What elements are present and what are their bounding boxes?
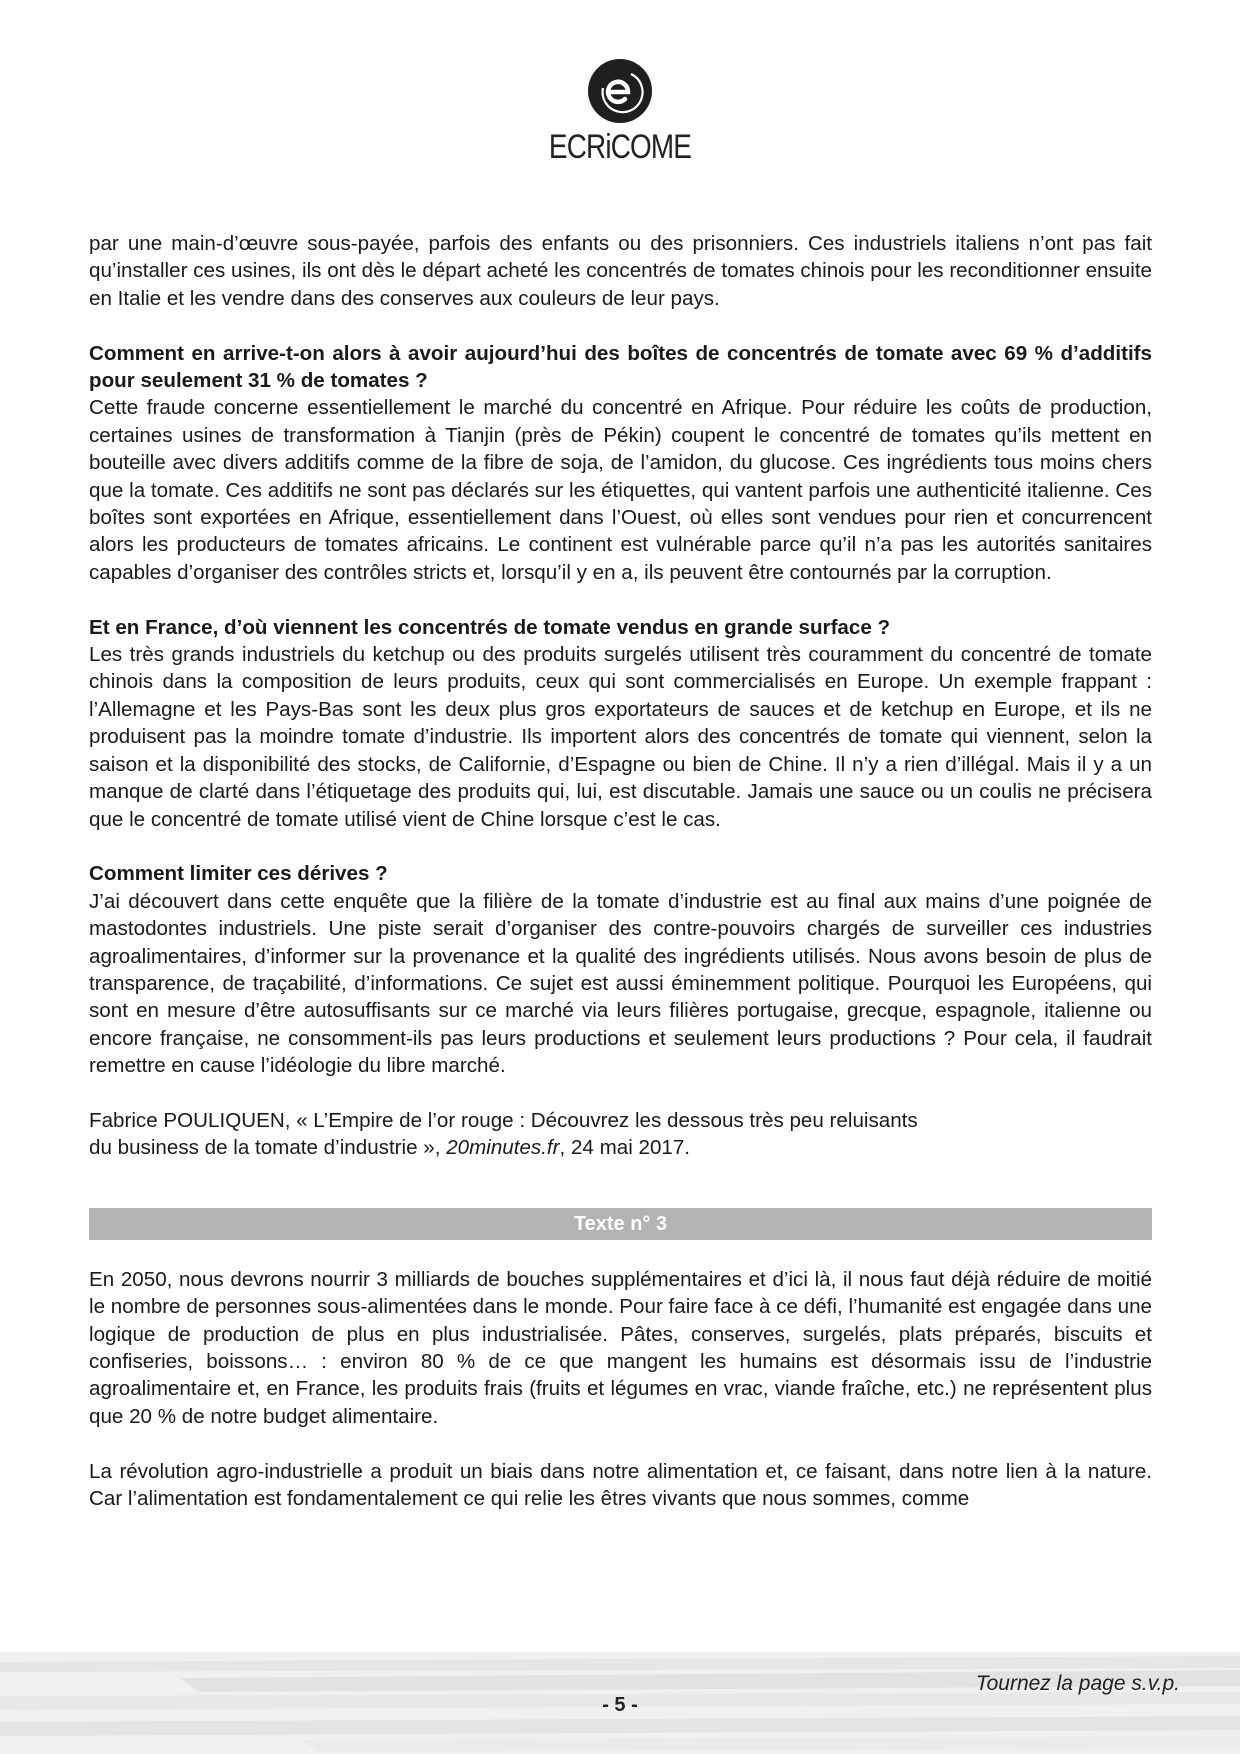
page-number: - 5 -: [602, 1694, 638, 1716]
question-heading-2: Et en France, d’où viennent les concentrés de tomate vendus en grande surface ?: [89, 615, 891, 639]
citation-source: 20minutes.fr: [446, 1136, 560, 1160]
ecricome-logo: [0, 58, 1240, 167]
logo-wordmark: ECRiCOME: [548, 128, 692, 166]
turn-page-note: Tournez la page s.v.p.: [975, 1672, 1180, 1695]
paragraph-intro: par une main-d’œuvre sous-payée, parfois des enfants ou des prisonniers. Ces industriels italiens n’ont pas fait qu’installer ces usines, ils ont dès le départ acheté les concentrés de tomates chinois pour les reconditionner ensuite en Italie et les vendre dans des conserves aux couleurs de leur pays.: [89, 232, 1152, 310]
citation-line-2: [89, 1134, 1152, 1161]
answer-paragraph-2: Les très grands industriels du ketchup ou des produits surgelés utilisent très couramment du concentré de tomate chinois dans la composition de leurs produits, ceux qui sont commercialisés en Europe. Un exemple frappant : l’Allemagne et les Pays-Bas sont les deux plus gros exportateurs de sauces et de ketchup en Europe, et ils ne produisent pas la moindre tomate d’industrie. Ils importent alors des concentrés de tomate qui viennent, selon la saison et la disponibilité des stocks, de Californie, d’Espagne ou bien de Chine. Il n’y a rien d’illégal. Mais il y a un manque de clarté dans l’étiquetage des produits qui, lui, est discutable. Jamais une sauce ou un coulis ne précisera que le concentré de tomate utilisé vient de Chine lorsque c’est le cas.: [89, 643, 1152, 831]
citation-title-end: du business de la tomate d’industrie »,: [89, 1136, 447, 1160]
section-heading-texte-3: Texte n° 3: [89, 1208, 1152, 1240]
citation-date: , 24 mai 2017.: [559, 1136, 691, 1160]
article-body: [89, 230, 1152, 1512]
ecricome-e-icon: [587, 58, 653, 124]
texte3-paragraph-2: La révolution agro-industrielle a produit un biais dans notre alimentation et, ce faisant, dans notre lien à la nature. Car l’alimentation est fondamentalement ce qui relie les êtres vivants que nous sommes, comme: [89, 1459, 1152, 1510]
answer-paragraph-1: Cette fraude concerne essentiellement le marché du concentré en Afrique. Pour réduire les coûts de production, certaines usines de transformation à Tianjin (près de Pékin) coupent le concentré de tomates qu’ils mettent en bouteille avec divers additifs comme de la fibre de soja, de l’amidon, du glucose. Ces ingrédients tous moins chers que la tomate. Ces additifs ne sont pas déclarés sur les étiquettes, qui vantent parfois une authenticité italienne. Ces boîtes sont exportées en Afrique, essentiellement dans l’Ouest, où elles sont vendues pour rien et concurrencent alors les producteurs de tomates africains. Le continent est vulnérable parce qu’il n’a pas les autorités sanitaires capables d’organiser des contrôles stricts et, lorsqu’il y en a, ils peuvent être contournés par la corruption.: [89, 396, 1152, 584]
answer-paragraph-3: J’ai découvert dans cette enquête que la filière de la tomate d’industrie est au final aux mains d’une poignée de mastodontes industriels. Une piste serait d’organiser des contre-pouvoirs chargés de surveiller ces industries agroalimentaires, d’informer sur la provenance et la qualité des ingrédients utilisés. Nous avons besoin de plus de transparence, de traçabilité, d’informations. Ce sujet est aussi éminemment politique. Pourquoi les Européens, qui sont en mesure d’être autosuffisants sur ce marché via leurs filières portugaise, grecque, espagnole, italienne ou encore française, ne consomment-ils pas leurs productions et seulement leurs productions ? Pour cela, il faudrait remettre en cause l’idéologie du libre marché.: [89, 889, 1152, 1078]
texte3-paragraph-1: En 2050, nous devrons nourrir 3 milliards de bouches supplémentaires et d’ici là, il nous faut déjà réduire de moitié le nombre de personnes sous-alimentées dans le monde. Pour faire face à ce défi, l’humanité est engagée dans une logique de production de plus en plus industrialisée. Pâtes, conserves, surgelés, plats préparés, biscuits et confiseries, boissons… : environ 80 % de ce que mangent les humains est désormais issu de l’industrie agroalimentaire et, en France, les produits frais (fruits et légumes en vrac, viande fraîche, etc.) ne représentent plus que 20 % de notre budget alimentaire.: [89, 1267, 1152, 1428]
question-heading-3: Comment limiter ces dérives ?: [89, 862, 388, 886]
citation-line-1: Fabrice POULIQUEN, « L’Empire de l’or rouge : Découvrez les dessous très peu reluisants: [89, 1108, 918, 1132]
question-heading-1: Comment en arrive-t-on alors à avoir aujourd’hui des boîtes de concentrés de tomate avec 69 % d’additifs pour seulement 31 % de tomates ?: [89, 341, 1152, 393]
